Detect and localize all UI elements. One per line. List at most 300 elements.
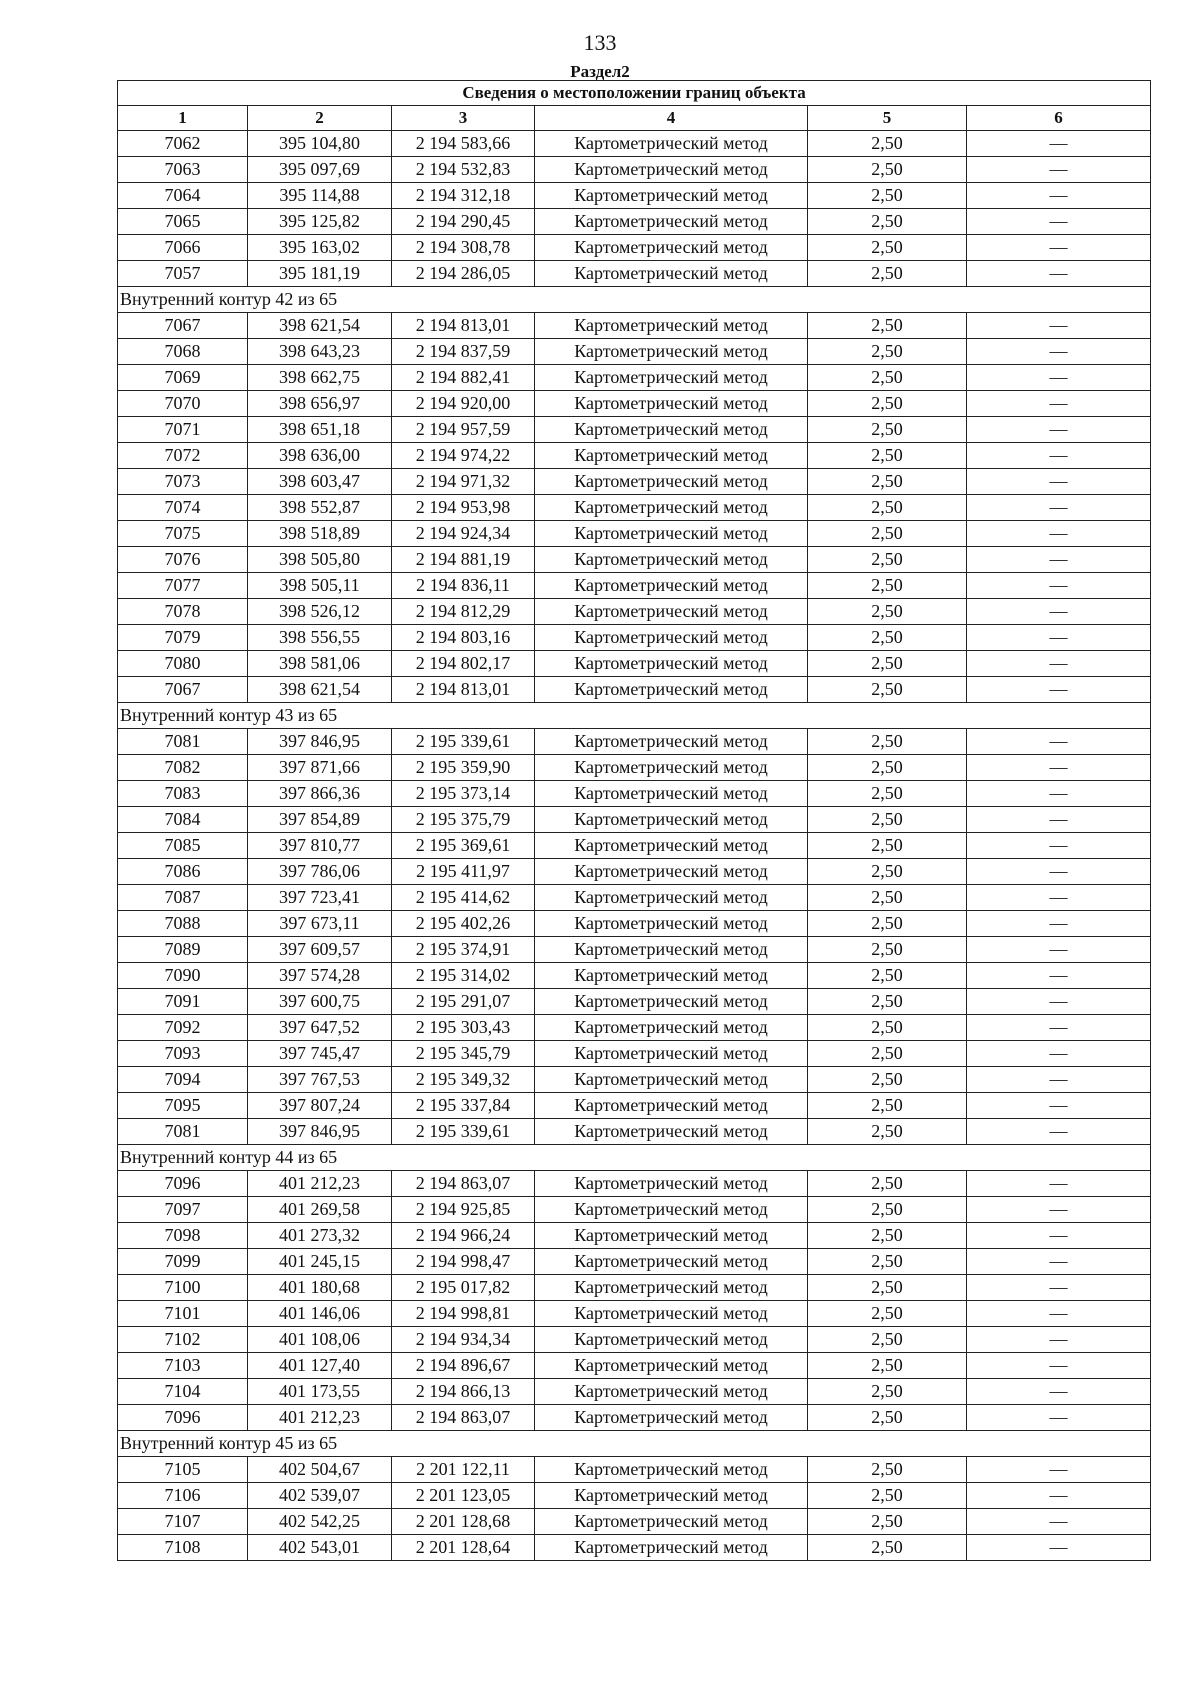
- y-coordinate-cell: 2 195 337,84: [392, 1093, 535, 1119]
- table-title-row: [118, 81, 1151, 106]
- x-coordinate-cell: 401 173,55: [248, 1379, 392, 1405]
- y-coordinate-cell: 2 195 349,32: [392, 1067, 535, 1093]
- description-cell: —: [967, 521, 1151, 547]
- accuracy-cell: 2,50: [808, 391, 967, 417]
- y-coordinate-cell: 2 195 373,14: [392, 781, 535, 807]
- table-body: [118, 81, 1151, 1561]
- point-number-cell: 7107: [118, 1509, 248, 1535]
- table-row: [118, 833, 1151, 859]
- y-coordinate-cell: 2 201 128,68: [392, 1509, 535, 1535]
- point-number-cell: 7104: [118, 1379, 248, 1405]
- method-cell: Картометрический метод: [535, 443, 808, 469]
- method-cell: Картометрический метод: [535, 235, 808, 261]
- table-row: [118, 859, 1151, 885]
- table-row: [118, 547, 1151, 573]
- point-number-cell: 7068: [118, 339, 248, 365]
- accuracy-cell: 2,50: [808, 1353, 967, 1379]
- method-cell: Картометрический метод: [535, 1015, 808, 1041]
- point-number-cell: 7069: [118, 365, 248, 391]
- table-row: [118, 183, 1151, 209]
- x-coordinate-cell: 398 505,11: [248, 573, 392, 599]
- method-cell: Картометрический метод: [535, 963, 808, 989]
- y-coordinate-cell: 2 194 966,24: [392, 1223, 535, 1249]
- x-coordinate-cell: 398 656,97: [248, 391, 392, 417]
- method-cell: Картометрический метод: [535, 1171, 808, 1197]
- x-coordinate-cell: 395 125,82: [248, 209, 392, 235]
- accuracy-cell: 2,50: [808, 1405, 967, 1431]
- table-row: [118, 365, 1151, 391]
- x-coordinate-cell: 401 146,06: [248, 1301, 392, 1327]
- point-number-cell: 7067: [118, 313, 248, 339]
- x-coordinate-cell: 397 609,57: [248, 937, 392, 963]
- method-cell: Картометрический метод: [535, 1379, 808, 1405]
- table-row: [118, 1249, 1151, 1275]
- accuracy-cell: 2,50: [808, 443, 967, 469]
- method-cell: Картометрический метод: [535, 521, 808, 547]
- method-cell: Картометрический метод: [535, 885, 808, 911]
- description-cell: —: [967, 1405, 1151, 1431]
- description-cell: —: [967, 391, 1151, 417]
- method-cell: Картометрический метод: [535, 781, 808, 807]
- table-row: [118, 1535, 1151, 1561]
- description-cell: —: [967, 1171, 1151, 1197]
- method-cell: Картометрический метод: [535, 1223, 808, 1249]
- y-coordinate-cell: 2 194 532,83: [392, 157, 535, 183]
- y-coordinate-cell: 2 194 953,98: [392, 495, 535, 521]
- accuracy-cell: 2,50: [808, 1197, 967, 1223]
- accuracy-cell: 2,50: [808, 365, 967, 391]
- contour-label: Внутренний контур 42 из 65: [118, 287, 1151, 313]
- table-row: [118, 157, 1151, 183]
- description-cell: —: [967, 1275, 1151, 1301]
- table-row: [118, 469, 1151, 495]
- method-cell: Картометрический метод: [535, 1067, 808, 1093]
- y-coordinate-cell: 2 194 998,81: [392, 1301, 535, 1327]
- table-row: [118, 1457, 1151, 1483]
- description-cell: —: [967, 1041, 1151, 1067]
- point-number-cell: 7090: [118, 963, 248, 989]
- point-number-cell: 7097: [118, 1197, 248, 1223]
- method-cell: Картометрический метод: [535, 1509, 808, 1535]
- point-number-cell: 7065: [118, 209, 248, 235]
- table-row: [118, 651, 1151, 677]
- x-coordinate-cell: 397 786,06: [248, 859, 392, 885]
- x-coordinate-cell: 398 581,06: [248, 651, 392, 677]
- method-cell: Картометрический метод: [535, 469, 808, 495]
- table-row: [118, 963, 1151, 989]
- point-number-cell: 7072: [118, 443, 248, 469]
- column-number: 1: [118, 106, 248, 131]
- point-number-cell: 7067: [118, 677, 248, 703]
- x-coordinate-cell: 397 673,11: [248, 911, 392, 937]
- description-cell: —: [967, 573, 1151, 599]
- column-number-row: [118, 106, 1151, 131]
- table-row: [118, 937, 1151, 963]
- y-coordinate-cell: 2 195 375,79: [392, 807, 535, 833]
- y-coordinate-cell: 2 195 359,90: [392, 755, 535, 781]
- description-cell: —: [967, 235, 1151, 261]
- accuracy-cell: 2,50: [808, 313, 967, 339]
- point-number-cell: 7103: [118, 1353, 248, 1379]
- accuracy-cell: 2,50: [808, 209, 967, 235]
- table-row: [118, 1197, 1151, 1223]
- point-number-cell: 7071: [118, 417, 248, 443]
- description-cell: —: [967, 131, 1151, 157]
- table-row: [118, 495, 1151, 521]
- table-row: [118, 1405, 1151, 1431]
- y-coordinate-cell: 2 194 924,34: [392, 521, 535, 547]
- accuracy-cell: 2,50: [808, 755, 967, 781]
- x-coordinate-cell: 397 871,66: [248, 755, 392, 781]
- y-coordinate-cell: 2 201 123,05: [392, 1483, 535, 1509]
- y-coordinate-cell: 2 194 837,59: [392, 339, 535, 365]
- x-coordinate-cell: 398 505,80: [248, 547, 392, 573]
- point-number-cell: 7057: [118, 261, 248, 287]
- x-coordinate-cell: 398 621,54: [248, 677, 392, 703]
- x-coordinate-cell: 402 542,25: [248, 1509, 392, 1535]
- point-number-cell: 7081: [118, 1119, 248, 1145]
- accuracy-cell: 2,50: [808, 989, 967, 1015]
- x-coordinate-cell: 398 603,47: [248, 469, 392, 495]
- x-coordinate-cell: 397 574,28: [248, 963, 392, 989]
- contour-label: Внутренний контур 43 из 65: [118, 703, 1151, 729]
- description-cell: —: [967, 651, 1151, 677]
- accuracy-cell: 2,50: [808, 1249, 967, 1275]
- point-number-cell: 7078: [118, 599, 248, 625]
- accuracy-cell: 2,50: [808, 1223, 967, 1249]
- table-row: [118, 391, 1151, 417]
- x-coordinate-cell: 398 636,00: [248, 443, 392, 469]
- method-cell: Картометрический метод: [535, 989, 808, 1015]
- point-number-cell: 7063: [118, 157, 248, 183]
- accuracy-cell: 2,50: [808, 1301, 967, 1327]
- method-cell: Картометрический метод: [535, 365, 808, 391]
- description-cell: —: [967, 339, 1151, 365]
- accuracy-cell: 2,50: [808, 235, 967, 261]
- x-coordinate-cell: 401 212,23: [248, 1405, 392, 1431]
- y-coordinate-cell: 2 201 128,64: [392, 1535, 535, 1561]
- method-cell: Картометрический метод: [535, 807, 808, 833]
- method-cell: Картометрический метод: [535, 1119, 808, 1145]
- method-cell: Картометрический метод: [535, 1327, 808, 1353]
- x-coordinate-cell: 397 647,52: [248, 1015, 392, 1041]
- table-row: [118, 261, 1151, 287]
- method-cell: Картометрический метод: [535, 859, 808, 885]
- x-coordinate-cell: 395 163,02: [248, 235, 392, 261]
- description-cell: —: [967, 261, 1151, 287]
- x-coordinate-cell: 397 767,53: [248, 1067, 392, 1093]
- boundary-table: [117, 80, 1151, 1561]
- table-row: [118, 729, 1151, 755]
- y-coordinate-cell: 2 194 971,32: [392, 469, 535, 495]
- x-coordinate-cell: 398 662,75: [248, 365, 392, 391]
- y-coordinate-cell: 2 194 813,01: [392, 677, 535, 703]
- table-row: [118, 235, 1151, 261]
- method-cell: Картометрический метод: [535, 391, 808, 417]
- description-cell: —: [967, 443, 1151, 469]
- method-cell: Картометрический метод: [535, 599, 808, 625]
- x-coordinate-cell: 398 556,55: [248, 625, 392, 651]
- point-number-cell: 7100: [118, 1275, 248, 1301]
- column-number: 2: [248, 106, 392, 131]
- point-number-cell: 7093: [118, 1041, 248, 1067]
- table-row: [118, 1067, 1151, 1093]
- y-coordinate-cell: 2 194 920,00: [392, 391, 535, 417]
- x-coordinate-cell: 401 273,32: [248, 1223, 392, 1249]
- x-coordinate-cell: 401 108,06: [248, 1327, 392, 1353]
- accuracy-cell: 2,50: [808, 859, 967, 885]
- method-cell: Картометрический метод: [535, 625, 808, 651]
- y-coordinate-cell: 2 194 308,78: [392, 235, 535, 261]
- table-row: [118, 443, 1151, 469]
- point-number-cell: 7080: [118, 651, 248, 677]
- description-cell: —: [967, 209, 1151, 235]
- description-cell: —: [967, 911, 1151, 937]
- method-cell: Картометрический метод: [535, 1249, 808, 1275]
- table-row: [118, 625, 1151, 651]
- description-cell: —: [967, 1327, 1151, 1353]
- description-cell: —: [967, 963, 1151, 989]
- accuracy-cell: 2,50: [808, 547, 967, 573]
- y-coordinate-cell: 2 195 291,07: [392, 989, 535, 1015]
- y-coordinate-cell: 2 194 836,11: [392, 573, 535, 599]
- x-coordinate-cell: 398 552,87: [248, 495, 392, 521]
- x-coordinate-cell: 397 866,36: [248, 781, 392, 807]
- contour-label: Внутренний контур 44 из 65: [118, 1145, 1151, 1171]
- point-number-cell: 7081: [118, 729, 248, 755]
- table-row: [118, 677, 1151, 703]
- accuracy-cell: 2,50: [808, 1171, 967, 1197]
- method-cell: Картометрический метод: [535, 1353, 808, 1379]
- point-number-cell: 7101: [118, 1301, 248, 1327]
- table-row: [118, 885, 1151, 911]
- description-cell: —: [967, 729, 1151, 755]
- contour-label: Внутренний контур 45 из 65: [118, 1431, 1151, 1457]
- y-coordinate-cell: 2 194 925,85: [392, 1197, 535, 1223]
- point-number-cell: 7070: [118, 391, 248, 417]
- point-number-cell: 7096: [118, 1171, 248, 1197]
- y-coordinate-cell: 2 194 881,19: [392, 547, 535, 573]
- y-coordinate-cell: 2 194 813,01: [392, 313, 535, 339]
- description-cell: —: [967, 1015, 1151, 1041]
- contour-header-row: [118, 1431, 1151, 1457]
- x-coordinate-cell: 397 846,95: [248, 729, 392, 755]
- y-coordinate-cell: 2 195 314,02: [392, 963, 535, 989]
- method-cell: Картометрический метод: [535, 131, 808, 157]
- table-row: [118, 599, 1151, 625]
- accuracy-cell: 2,50: [808, 1535, 967, 1561]
- accuracy-cell: 2,50: [808, 807, 967, 833]
- method-cell: Картометрический метод: [535, 911, 808, 937]
- description-cell: —: [967, 859, 1151, 885]
- column-number: 6: [967, 106, 1151, 131]
- y-coordinate-cell: 2 194 312,18: [392, 183, 535, 209]
- point-number-cell: 7098: [118, 1223, 248, 1249]
- point-number-cell: 7083: [118, 781, 248, 807]
- method-cell: Картометрический метод: [535, 339, 808, 365]
- accuracy-cell: 2,50: [808, 1119, 967, 1145]
- x-coordinate-cell: 398 526,12: [248, 599, 392, 625]
- accuracy-cell: 2,50: [808, 573, 967, 599]
- accuracy-cell: 2,50: [808, 1275, 967, 1301]
- description-cell: —: [967, 1457, 1151, 1483]
- y-coordinate-cell: 2 194 974,22: [392, 443, 535, 469]
- description-cell: —: [967, 157, 1151, 183]
- description-cell: —: [967, 937, 1151, 963]
- table-row: [118, 755, 1151, 781]
- accuracy-cell: 2,50: [808, 1457, 967, 1483]
- method-cell: Картометрический метод: [535, 495, 808, 521]
- method-cell: Картометрический метод: [535, 729, 808, 755]
- point-number-cell: 7074: [118, 495, 248, 521]
- x-coordinate-cell: 401 245,15: [248, 1249, 392, 1275]
- accuracy-cell: 2,50: [808, 1483, 967, 1509]
- y-coordinate-cell: 2 194 290,45: [392, 209, 535, 235]
- method-cell: Картометрический метод: [535, 547, 808, 573]
- method-cell: Картометрический метод: [535, 1275, 808, 1301]
- y-coordinate-cell: 2 194 803,16: [392, 625, 535, 651]
- method-cell: Картометрический метод: [535, 755, 808, 781]
- y-coordinate-cell: 2 194 802,17: [392, 651, 535, 677]
- accuracy-cell: 2,50: [808, 183, 967, 209]
- description-cell: —: [967, 677, 1151, 703]
- contour-header-row: [118, 703, 1151, 729]
- y-coordinate-cell: 2 194 812,29: [392, 599, 535, 625]
- method-cell: Картометрический метод: [535, 1301, 808, 1327]
- table-row: [118, 911, 1151, 937]
- method-cell: Картометрический метод: [535, 1405, 808, 1431]
- column-number: 3: [392, 106, 535, 131]
- accuracy-cell: 2,50: [808, 1509, 967, 1535]
- table-row: [118, 313, 1151, 339]
- description-cell: —: [967, 313, 1151, 339]
- method-cell: Картометрический метод: [535, 209, 808, 235]
- description-cell: —: [967, 885, 1151, 911]
- description-cell: —: [967, 1353, 1151, 1379]
- description-cell: —: [967, 989, 1151, 1015]
- y-coordinate-cell: 2 195 411,97: [392, 859, 535, 885]
- point-number-cell: 7088: [118, 911, 248, 937]
- method-cell: Картометрический метод: [535, 1093, 808, 1119]
- accuracy-cell: 2,50: [808, 677, 967, 703]
- y-coordinate-cell: 2 195 303,43: [392, 1015, 535, 1041]
- point-number-cell: 7102: [118, 1327, 248, 1353]
- y-coordinate-cell: 2 194 934,34: [392, 1327, 535, 1353]
- method-cell: Картометрический метод: [535, 833, 808, 859]
- description-cell: —: [967, 1483, 1151, 1509]
- column-number: 4: [535, 106, 808, 131]
- y-coordinate-cell: 2 195 345,79: [392, 1041, 535, 1067]
- method-cell: Картометрический метод: [535, 313, 808, 339]
- point-number-cell: 7066: [118, 235, 248, 261]
- table-row: [118, 781, 1151, 807]
- table-row: [118, 417, 1151, 443]
- y-coordinate-cell: 2 194 286,05: [392, 261, 535, 287]
- table-row: [118, 1301, 1151, 1327]
- table-row: [118, 807, 1151, 833]
- point-number-cell: 7095: [118, 1093, 248, 1119]
- description-cell: —: [967, 833, 1151, 859]
- x-coordinate-cell: 402 504,67: [248, 1457, 392, 1483]
- x-coordinate-cell: 402 539,07: [248, 1483, 392, 1509]
- table-row: [118, 209, 1151, 235]
- method-cell: Картометрический метод: [535, 1535, 808, 1561]
- point-number-cell: 7089: [118, 937, 248, 963]
- accuracy-cell: 2,50: [808, 963, 967, 989]
- y-coordinate-cell: 2 195 339,61: [392, 1119, 535, 1145]
- point-number-cell: 7079: [118, 625, 248, 651]
- x-coordinate-cell: 401 180,68: [248, 1275, 392, 1301]
- accuracy-cell: 2,50: [808, 911, 967, 937]
- table-row: [118, 573, 1151, 599]
- table-row: [118, 1119, 1151, 1145]
- method-cell: Картометрический метод: [535, 417, 808, 443]
- y-coordinate-cell: 2 194 896,67: [392, 1353, 535, 1379]
- accuracy-cell: 2,50: [808, 729, 967, 755]
- y-coordinate-cell: 2 195 339,61: [392, 729, 535, 755]
- accuracy-cell: 2,50: [808, 599, 967, 625]
- point-number-cell: 7099: [118, 1249, 248, 1275]
- description-cell: —: [967, 1119, 1151, 1145]
- x-coordinate-cell: 398 643,23: [248, 339, 392, 365]
- table-row: [118, 131, 1151, 157]
- table-row: [118, 989, 1151, 1015]
- point-number-cell: 7084: [118, 807, 248, 833]
- accuracy-cell: 2,50: [808, 157, 967, 183]
- point-number-cell: 7092: [118, 1015, 248, 1041]
- contour-header-row: [118, 287, 1151, 313]
- table-row: [118, 1275, 1151, 1301]
- point-number-cell: 7073: [118, 469, 248, 495]
- accuracy-cell: 2,50: [808, 1093, 967, 1119]
- table-row: [118, 1015, 1151, 1041]
- accuracy-cell: 2,50: [808, 1327, 967, 1353]
- method-cell: Картометрический метод: [535, 157, 808, 183]
- accuracy-cell: 2,50: [808, 833, 967, 859]
- point-number-cell: 7085: [118, 833, 248, 859]
- accuracy-cell: 2,50: [808, 521, 967, 547]
- point-number-cell: 7091: [118, 989, 248, 1015]
- accuracy-cell: 2,50: [808, 417, 967, 443]
- method-cell: Картометрический метод: [535, 1483, 808, 1509]
- point-number-cell: 7077: [118, 573, 248, 599]
- y-coordinate-cell: 2 194 957,59: [392, 417, 535, 443]
- accuracy-cell: 2,50: [808, 1015, 967, 1041]
- table-row: [118, 1353, 1151, 1379]
- y-coordinate-cell: 2 201 122,11: [392, 1457, 535, 1483]
- description-cell: —: [967, 1509, 1151, 1535]
- method-cell: Картометрический метод: [535, 651, 808, 677]
- point-number-cell: 7094: [118, 1067, 248, 1093]
- table-row: [118, 1171, 1151, 1197]
- y-coordinate-cell: 2 194 863,07: [392, 1171, 535, 1197]
- x-coordinate-cell: 397 810,77: [248, 833, 392, 859]
- accuracy-cell: 2,50: [808, 1379, 967, 1405]
- method-cell: Картометрический метод: [535, 261, 808, 287]
- description-cell: —: [967, 1249, 1151, 1275]
- point-number-cell: 7105: [118, 1457, 248, 1483]
- accuracy-cell: 2,50: [808, 1067, 967, 1093]
- column-number: 5: [808, 106, 967, 131]
- table-row: [118, 1041, 1151, 1067]
- accuracy-cell: 2,50: [808, 651, 967, 677]
- accuracy-cell: 2,50: [808, 339, 967, 365]
- x-coordinate-cell: 401 269,58: [248, 1197, 392, 1223]
- description-cell: —: [967, 495, 1151, 521]
- point-number-cell: 7062: [118, 131, 248, 157]
- x-coordinate-cell: 397 854,89: [248, 807, 392, 833]
- x-coordinate-cell: 397 807,24: [248, 1093, 392, 1119]
